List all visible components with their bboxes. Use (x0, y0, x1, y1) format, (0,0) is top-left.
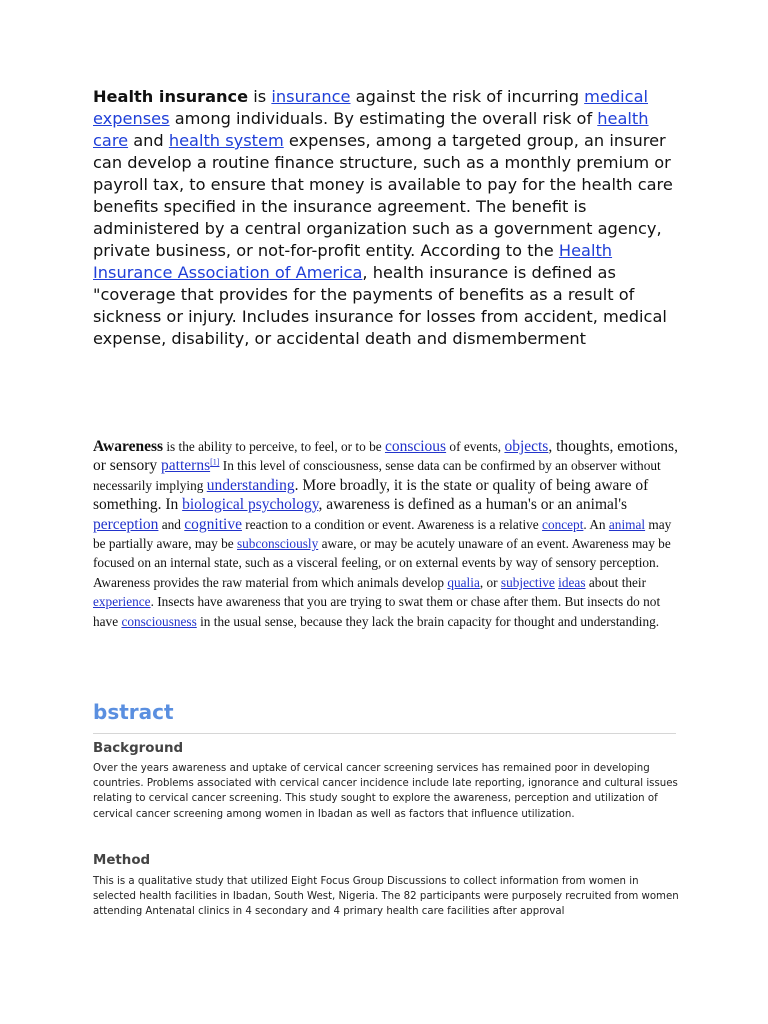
link-consciousness[interactable]: consciousness (121, 613, 197, 629)
method-text: This is a qualitative study that utilized Eight Focus Group Discussions to collect information from women in selected health facilities in Ibadan, South West, Nigeria. The 82 participants were purposely recruited from women attending Antenatal clinics in 4 secondary and 4 primary health care facilities after approval (93, 876, 679, 918)
background-text: Over the years awareness and uptake of cervical cancer screening services has remained poor in developing countries. Problems associated with cervical cancer incidence include late reporting, ignorance and cultural issues relating to cervical cancer screening. This study sought to explore the awareness, perception and utilization of cervical cancer screening among women in Ibadan as well as factors that influence utilization. (93, 763, 678, 820)
link-animal[interactable]: animal (608, 516, 646, 532)
link-subconsciously[interactable]: subconsciously (236, 536, 319, 552)
text: In this level of consciousness, sense data can be confirmed by an observer without necessarily implying (93, 458, 661, 493)
link-health-care[interactable]: health care (93, 109, 649, 150)
text: and (158, 516, 185, 532)
link-conscious[interactable]: conscious (384, 438, 447, 455)
link-cognitive[interactable]: cognitive (184, 515, 242, 533)
link-health-system[interactable]: health system (168, 131, 284, 150)
abstract-title: bstract (93, 700, 174, 724)
background-heading: Background (93, 741, 184, 756)
link-subjective[interactable]: subjective (500, 574, 555, 590)
term-health-insurance: Health insurance (93, 87, 249, 106)
citation-1[interactable]: [1] (210, 457, 220, 467)
text: is the ability to perceive, to feel, or to be (163, 439, 385, 454)
text: expenses, among a targeted group, an insurer can develop a routine finance structure, such as a monthly premium or payroll tax, to ensure that money is available to pay for the health care benefits specified in the insurance agreement. The benefit is administered by a central organization such as a government agency, private business, or not-for-profit entity. According to the (93, 131, 673, 260)
link-understanding[interactable]: understanding (206, 476, 295, 494)
link-biological-psychology[interactable]: biological psychology (182, 496, 319, 514)
health-insurance-paragraph (93, 86, 678, 350)
text: . Insects have awareness that you are trying to swat them or chase after them. But insects do not have (93, 594, 661, 629)
text: and (128, 131, 169, 150)
text: . More broadly, it is the state or quality of being aware of something. In (93, 476, 649, 514)
awareness-paragraph (93, 437, 678, 631)
text: against the risk of incurring (350, 87, 585, 106)
text: may be partially aware, may be (93, 516, 672, 552)
term-awareness: Awareness (93, 438, 164, 455)
text: , or (479, 574, 501, 590)
text: about their (585, 574, 647, 590)
link-objects[interactable]: objects (504, 438, 549, 455)
link-qualia[interactable]: qualia (447, 574, 480, 590)
link-insurance[interactable]: insurance (271, 87, 351, 106)
text: , thoughts, emotions, or sensory (93, 438, 678, 475)
text: is (248, 87, 272, 106)
text: in the usual sense, because they lack the brain capacity for thought and understanding. (196, 613, 660, 629)
text: among individuals. By estimating the overall risk of (169, 109, 598, 128)
text: reaction to a condition or event. Awareness is a relative (241, 516, 543, 532)
link-ideas[interactable]: ideas (558, 574, 586, 590)
text: , awareness is defined as a human's or an animal's (318, 496, 628, 514)
text: . An (583, 516, 609, 532)
link-concept[interactable]: concept (542, 516, 584, 532)
text: , health insurance is defined as "coverage that provides for the payments of benefits as a result of sickness or injury. Includes insurance for losses from accident, medical expense, disability, or accidental death and dismemberment (93, 263, 667, 348)
abstract-divider (93, 733, 676, 734)
text: aware, or may be acutely unaware of an event. Awareness may be focused on an internal state, such as a visceral feeling, or on external events by way of sensory perception. Awareness provides the raw material from which animals develop (93, 536, 671, 590)
link-medical-expenses[interactable]: medical expenses (93, 87, 648, 128)
link-health-insurance-association[interactable]: Health Insurance Association of America (93, 241, 613, 282)
link-perception[interactable]: perception (93, 515, 159, 533)
link-patterns[interactable]: patterns (161, 457, 211, 475)
method-heading: Method (93, 853, 151, 868)
link-experience[interactable]: experience (93, 594, 151, 610)
text: of events, (446, 439, 505, 454)
